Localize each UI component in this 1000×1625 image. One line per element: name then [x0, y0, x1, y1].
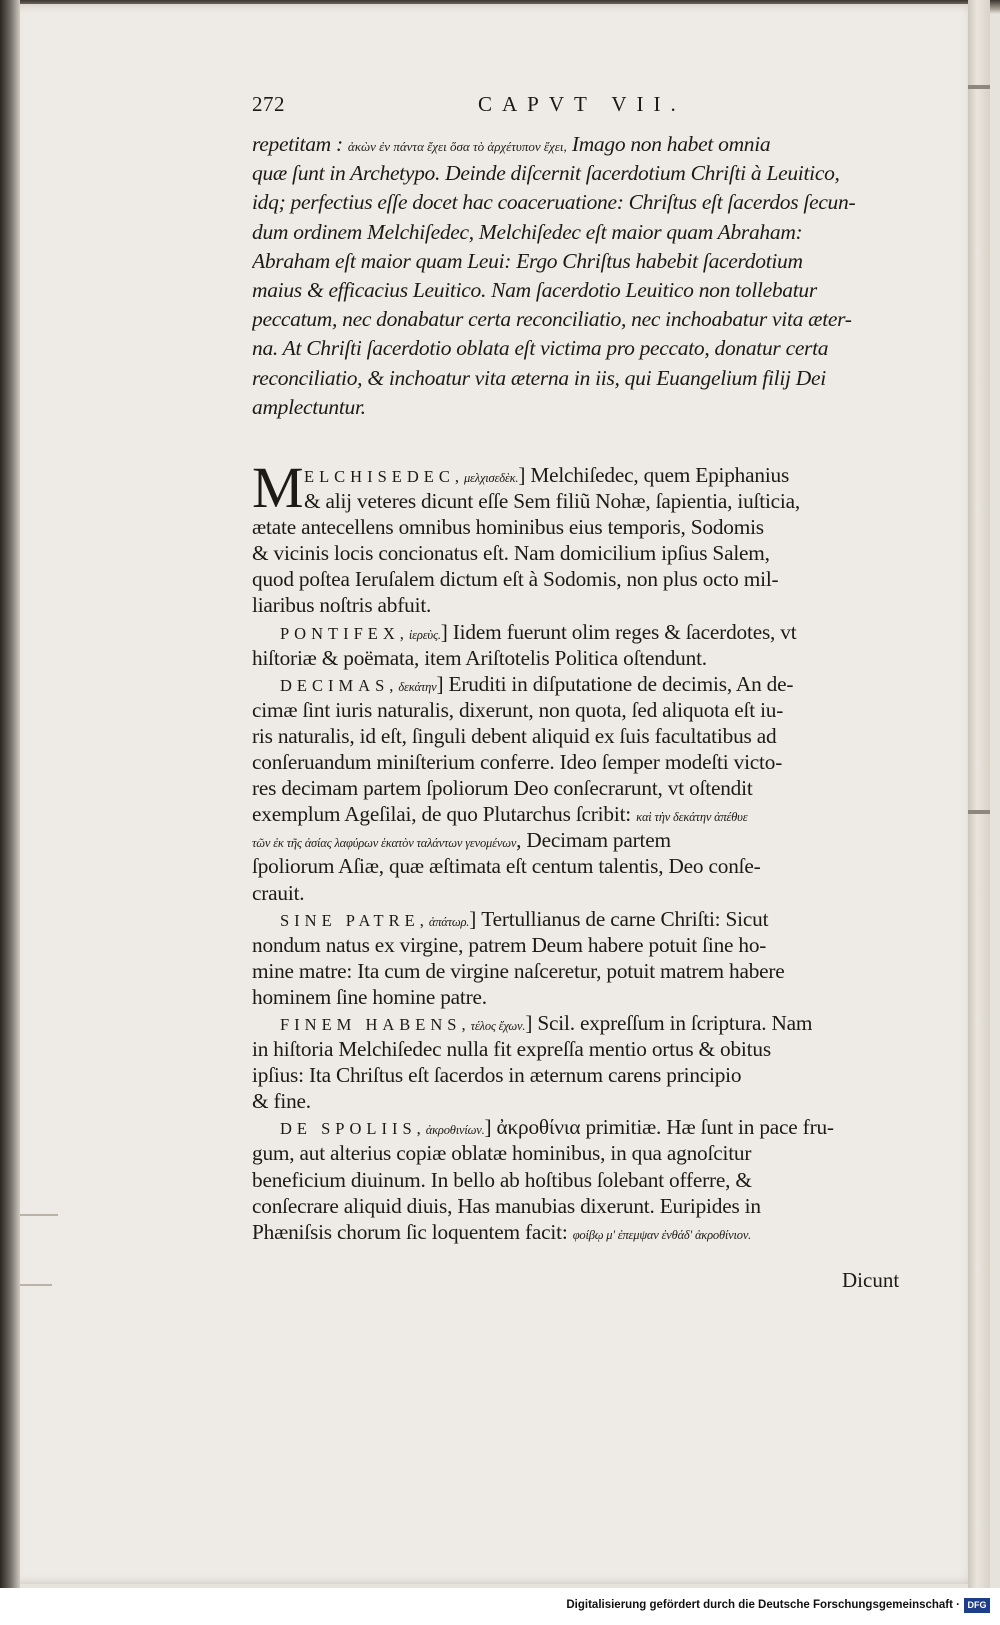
greek-term: μελχισεδὲκ.	[463, 471, 519, 485]
text-segment: hominem ſine homine patre.	[252, 984, 487, 1009]
text-segment: res decimam partem ſpoliorum Deo conſecrarunt, vt oſtendit	[252, 776, 753, 801]
text-segment: Abraham eſt maior quam Leui: Ergo Chriſtus habebit ſacerdotium	[252, 248, 803, 273]
text-segment: & fine.	[252, 1089, 311, 1114]
edge-notch	[968, 810, 990, 814]
text-segment: , Decimam partem	[516, 828, 671, 853]
text-segment: ] ἀκροθίνια primitiæ. Hæ ſunt in pace fru-	[484, 1115, 834, 1140]
text-segment: conſeruandum miniſterium conferre. Ideo ſemper modeſti victo-	[252, 750, 783, 775]
lemma-heading: FINEM HABENS,	[280, 1014, 471, 1034]
italic-line	[252, 393, 924, 422]
greek-quotation: ἀκὼν ἐν πάντα ἔχει ὅσα τὸ ἀρχέτυπον ἔχει,	[347, 139, 567, 154]
text-segment: crauit.	[252, 880, 305, 905]
annotation-line	[252, 827, 924, 853]
annotation-line	[252, 775, 924, 801]
lemma-heading: DECIMAS,	[280, 675, 399, 695]
annotation-line	[252, 1219, 924, 1245]
annotation-line	[252, 880, 924, 906]
footer-credit: Digitalisierung gefördert durch die Deutsche Forschungsgemeinschaft ·	[566, 1599, 960, 1611]
annotation-line	[252, 958, 924, 984]
greek-term: ἀπάτωρ.	[428, 914, 470, 929]
greek-term: τέλος ἔχων.	[470, 1018, 526, 1033]
text-segment: & alij veteres dicunt eſſe Sem filiũ Nohæ, ſapientia, iuſticia,	[304, 489, 801, 514]
greek-term: ἀκροθινίων.	[425, 1123, 485, 1138]
italic-line	[252, 130, 924, 159]
margin-mark	[18, 1214, 58, 1216]
text-segment: conſecrare aliquid diuis, Has manubias dixerunt. Euripides in	[252, 1193, 761, 1218]
annotation-line	[252, 984, 924, 1010]
edge-notch	[968, 85, 990, 89]
annotation-paragraphs	[252, 455, 924, 1245]
annotation-line	[252, 1062, 924, 1088]
text-segment: ipſius: Ita Chriſtus eſt ſacerdos in æternum carens principio	[252, 1063, 742, 1088]
annotation-line	[252, 462, 924, 488]
annotation-line	[252, 488, 924, 514]
digitization-footer	[0, 1588, 1000, 1625]
text-segment: ] Scil. expreſſum in ſcriptura. Nam	[525, 1010, 813, 1035]
italic-line	[252, 218, 924, 247]
catchword: Dicunt	[842, 1268, 900, 1292]
greek-term: δεκάτην	[398, 679, 437, 694]
annotation-line	[252, 1114, 924, 1140]
italic-line	[252, 276, 924, 305]
italic-line	[252, 188, 924, 217]
text-segment: maius & efficacius Leuitico. Nam ſacerdotio Leuitico non tollebatur	[252, 277, 817, 302]
lemma-heading: DE SPOLIIS,	[280, 1119, 426, 1139]
annotation-line	[252, 514, 924, 540]
text-segment: amplectuntur.	[252, 394, 366, 419]
drop-capital: M	[252, 455, 304, 520]
greek-term: τῶν ἐκ τῆς ἀσίας λαφύρων ἑκατὸν ταλάντων γενομένων	[252, 836, 517, 851]
page-number: 272	[252, 92, 285, 116]
annotation-line	[252, 619, 924, 645]
text-segment: cimæ ſint iuris naturalis, dixerunt, non quota, ſed aliquota eſt iu-	[252, 697, 784, 722]
greek-term: ἱερεὺς.	[408, 627, 441, 642]
text-segment: idq; perfectius eſſe docet hac coaceruatione: Chriſtus eſt ſacerdos ſecun-	[252, 190, 856, 215]
annotation-line	[252, 592, 924, 618]
annotation-line	[252, 1167, 924, 1193]
text-segment: reconciliatio, & inchoatur vita æterna in iis, qui Euangelium filij Dei	[252, 365, 826, 390]
text-segment: na. At Chriſti ſacerdotio oblata eſt victima pro peccato, donatur certa	[252, 336, 829, 361]
text-segment: peccatum, nec donabatur certa reconciliatio, nec inchoabatur vita æter-	[252, 307, 852, 332]
chapter-title: CAPVT VII.	[478, 92, 686, 116]
text-segment: exemplum Ageſilai, de quo Plutarchus ſcribit:	[252, 802, 632, 827]
page-edge	[968, 0, 990, 1588]
text-segment: mine matre: Ita cum de virgine naſceretur, potuit matrem habere	[252, 958, 785, 983]
annotation-line	[252, 697, 924, 723]
annotation-line	[252, 906, 924, 932]
text-segment: & vicinis locis concionatus eſt. Nam domicilium ipſius Salem,	[252, 541, 770, 566]
text-segment: ] Tertullianus de carne Chriſti: Sicut	[469, 906, 769, 931]
lemma-heading: ELCHISEDEC,	[304, 467, 464, 486]
text-segment: ætate antecellens omnibus hominibus eius temporis, Sodomis	[252, 515, 764, 540]
text-segment: ſpoliorum Aſiæ, quæ æſtimata eſt centum talentis, Deo conſe-	[252, 854, 761, 879]
dfg-logo: DFG	[964, 1598, 990, 1613]
text-segment: Imago non habet omnia	[571, 132, 771, 156]
text-segment: liaribus noſtris abfuit.	[252, 593, 432, 618]
text-segment: ris naturalis, id eſt, ſinguli debent aliquid ex ſuis facultatibus ad	[252, 723, 777, 748]
text-segment: Phæniſsis chorum ſic loquentem facit:	[252, 1219, 568, 1244]
text-segment: quod poſtea Ieruſalem dictum eſt à Sodomis, non plus octo mil-	[252, 567, 779, 592]
text-segment: in hiſtoria Melchiſedec nulla fit expreſſa mentio ortus & obitus	[252, 1037, 771, 1062]
text-segment: dum ordinem Melchiſedec, Melchiſedec eſt maior quam Abraham:	[252, 219, 803, 244]
annotation-line	[252, 1140, 924, 1166]
annotation-line	[252, 932, 924, 958]
italic-line	[252, 334, 924, 363]
margin-mark	[18, 1284, 52, 1286]
text-segment: ] Iidem fuerunt olim reges & ſacerdotes, vt	[440, 619, 797, 644]
text-segment: hiſtoriæ & poëmata, item Ariſtotelis Politica oſtendunt.	[252, 645, 707, 670]
annotation-line	[252, 1088, 924, 1114]
text-segment: ] Melchiſedec, quem Epiphanius	[518, 463, 790, 487]
text-segment: gum, aut alterius copiæ oblatæ hominibus, in qua agnoſcitur	[252, 1141, 752, 1166]
binding-shadow	[0, 0, 20, 1588]
text-segment: ] Eruditi in diſputatione de decimis, An de-	[436, 671, 794, 696]
greek-quotation: καὶ τὴν δεκάτην ἀπέθυε	[636, 810, 748, 825]
annotation-line	[252, 645, 924, 671]
text-segment: repetitam :	[252, 132, 343, 156]
annotation-line	[252, 1193, 924, 1219]
italic-line	[252, 159, 924, 188]
annotation-line	[252, 723, 924, 749]
annotation-line	[252, 801, 924, 827]
text-segment: quæ ſunt in Archetypo. Deinde diſcernit ſacerdotium Chriſti à Leuitico,	[252, 161, 840, 186]
greek-quotation: φοίβῳ μ' ἐπεμψαν ἐνθάδ' ἀκροθίνιον.	[572, 1227, 752, 1242]
annotation-line	[252, 853, 924, 879]
annotation-line	[252, 749, 924, 775]
annotation-line	[252, 1010, 924, 1036]
italic-line	[252, 305, 924, 334]
annotation-line	[252, 671, 924, 697]
italic-line	[252, 364, 924, 393]
italic-line	[252, 247, 924, 276]
annotation-line	[252, 1036, 924, 1062]
annotation-line	[252, 540, 924, 566]
text-segment: beneficium diuinum. In bello ab hoſtibus ſolebant offerre, &	[252, 1167, 752, 1192]
lemma-heading: SINE PATRE,	[280, 910, 429, 930]
commentary-italic-paragraph	[252, 130, 924, 422]
annotation-line	[252, 566, 924, 592]
text-segment: nondum natus ex virgine, patrem Deum habere potuit ſine ho-	[252, 932, 767, 957]
running-head	[252, 92, 922, 116]
lemma-heading: PONTIFEX,	[280, 623, 409, 643]
